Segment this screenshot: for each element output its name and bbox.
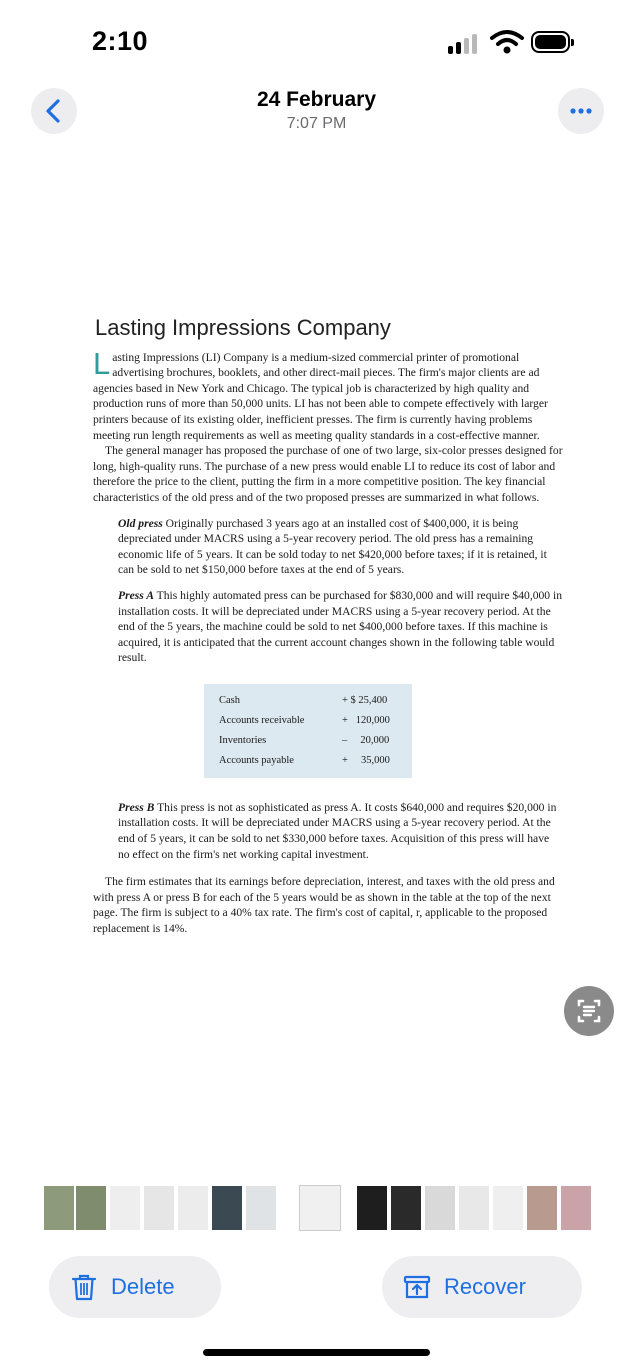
thumbnail[interactable] [110, 1186, 140, 1230]
thumbnail[interactable] [527, 1186, 557, 1230]
old-press-paragraph [118, 516, 563, 578]
row-label: Cash [219, 694, 240, 706]
row-value: + $ 25,400 [342, 694, 388, 706]
status-time: 2:10 [92, 26, 149, 56]
old-press-text: Originally purchased 3 years ago at an installed cost of $400,000, it is being depreciated under MACRS using a 5-year recovery period. The old press has a remaining economic life of 5 years. It can be sold today to net $420,000 before taxes; if it is retained, it can be sold to net $150,000 before taxes at the end of 5 years. [118, 516, 547, 577]
thumbnail[interactable] [459, 1186, 489, 1230]
table-row [212, 691, 404, 711]
thumbnail[interactable] [44, 1186, 74, 1230]
thumbnail[interactable] [178, 1186, 208, 1230]
row-label: Accounts receivable [219, 714, 305, 726]
cellular-signal-icon [448, 32, 484, 54]
live-text-button[interactable] [564, 986, 614, 1036]
thumbnail[interactable] [246, 1186, 276, 1230]
live-text-icon [564, 986, 614, 1036]
thumbnail[interactable] [391, 1186, 421, 1230]
thumbnail[interactable] [76, 1186, 106, 1230]
closing-paragraph: The firm estimates that its earnings before depreciation, interest, and taxes with the old press and with press A or press B for each of the 5 years would be as shown in the table at the top of the next page. The firm is subject to a 40% tax rate. The firm's cost of capital, r, applicable to the proposed replacement is 14%. [93, 875, 555, 936]
intro-paragraph [93, 345, 563, 444]
thumbnail-selected[interactable] [300, 1186, 340, 1230]
delete-label: Delete [111, 1274, 175, 1299]
row-value: + 120,000 [342, 714, 390, 726]
row-label: Inventories [219, 734, 267, 746]
thumbnail-strip[interactable] [0, 1186, 633, 1230]
thumbnail[interactable] [493, 1186, 523, 1230]
press-b-lead: Press B [118, 800, 155, 814]
recover-icon [402, 1272, 432, 1302]
intro-text: asting Impressions (LI) Company is a medium-sized commercial printer of promotional advertising brochures, booklets, and other direct-mail pieces. The firm's major clients are ad agencies based in New York and Chicago. The typical job is characterized by high quality and production runs of more than 50,000 units. LI has not been able to compete effectively with larger printers because of its existing older, inefficient presses. The firm is currently having problems meeting run length requirements as well as meeting quality standards in a cost-effective manner. [93, 350, 548, 442]
row-label: Accounts payable [219, 754, 294, 766]
delete-button[interactable] [49, 1256, 221, 1318]
row-value: + 35,000 [342, 754, 390, 766]
document-title: Lasting Impressions Company [95, 315, 391, 340]
photo-date: 24 February [256, 88, 377, 111]
back-button[interactable] [31, 88, 77, 134]
old-press-lead: Old press [118, 516, 163, 530]
press-b-text: This press is not as sophisticated as press A. It costs $640,000 and requires $20,000 in installation costs. It will be depreciated under MACRS using a 5-year recovery period. At the end of 5 years, it can be sold to net $330,000 before taxes. Acquisition of this press will have no effect on the firm's net working capital investment. [118, 800, 557, 861]
chevron-left-icon [31, 88, 77, 134]
row-value: – 20,000 [342, 734, 390, 746]
nav-title [200, 88, 433, 133]
press-b-paragraph [118, 800, 563, 862]
table-row [212, 731, 404, 751]
drop-cap: L [93, 345, 111, 381]
press-a-paragraph [118, 588, 563, 666]
recover-button[interactable] [382, 1256, 582, 1318]
table-row [212, 711, 404, 731]
press-a-lead: Press A [118, 588, 154, 602]
table-row [212, 751, 404, 771]
recover-label: Recover [444, 1274, 526, 1299]
thumbnail[interactable] [561, 1186, 591, 1230]
thumbnail[interactable] [425, 1186, 455, 1230]
status-bar [0, 0, 633, 80]
paragraph-2: The general manager has proposed the purchase of one of two large, six-color presses designed for long, high-quality runs. The purchase of a new press would enable LI to reduce its cost of labor and therefore the price to the client, putting the firm in a more competitive position. The key financial characteristics of the old press and of the two proposed presses are summarized in what follows. [93, 444, 563, 504]
more-button[interactable] [558, 88, 604, 134]
wifi-icon [490, 29, 524, 55]
press-a-text: This highly automated press can be purchased for $830,000 and will require $40,000 in installation costs. It will be depreciated under MACRS using a 5-year recovery period. At the end of the 5 years, the machine could be sold to net $400,000 before taxes. If this machine is acquired, it is anticipated that the current account changes shown in the following table would result. [118, 588, 563, 665]
trash-icon [69, 1272, 99, 1302]
thumbnail[interactable] [212, 1186, 242, 1230]
thumbnail[interactable] [144, 1186, 174, 1230]
current-accounts-table [204, 684, 412, 778]
battery-icon [531, 31, 570, 53]
home-indicator[interactable] [203, 1349, 430, 1356]
thumbnail[interactable] [357, 1186, 387, 1230]
photo-time: 7:07 PM [286, 115, 347, 132]
ellipsis-icon [558, 88, 604, 134]
document-photo [93, 315, 563, 937]
